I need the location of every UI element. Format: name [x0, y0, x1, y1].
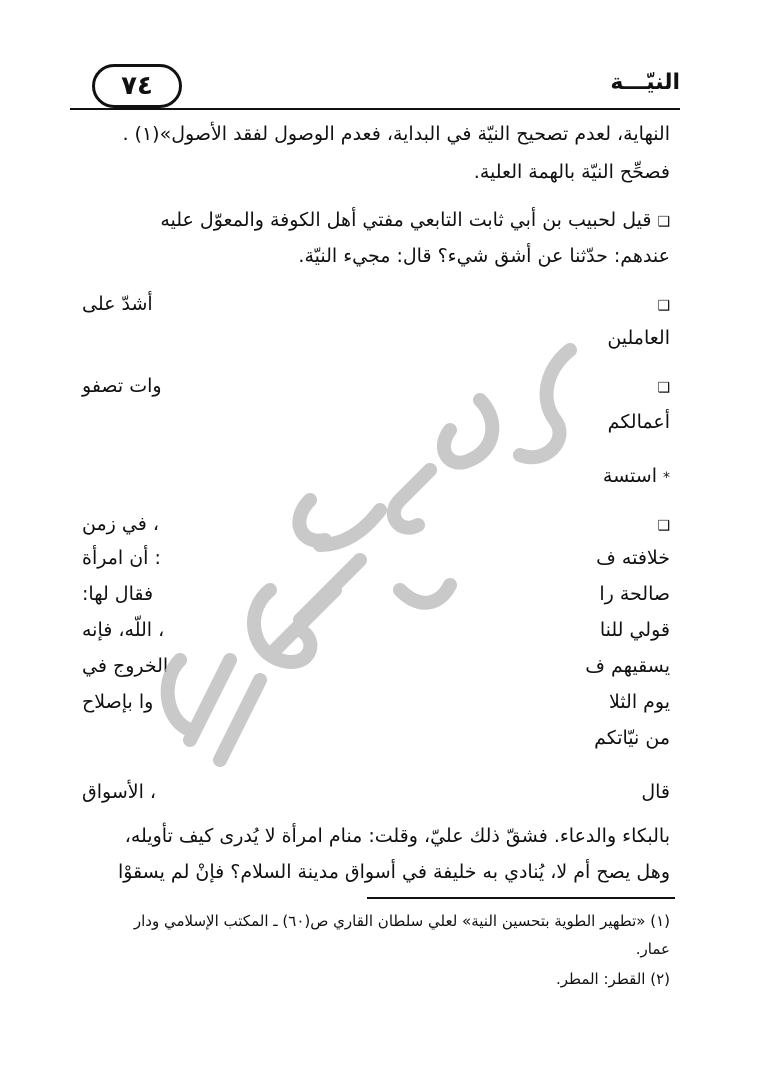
box-bullet-icon: ❑ — [657, 298, 670, 314]
text-line-fragment: ، الأسواق — [82, 781, 157, 803]
text-line-fragment: وا بإصلاح — [82, 691, 154, 713]
page-header — [70, 62, 680, 112]
header-rule — [70, 108, 680, 110]
page-number: ٧٤ — [92, 64, 182, 108]
text-line: العاملين — [607, 327, 670, 349]
text-line: ❑قيل لحبيب بن أبي ثابت التابعي مفتي أهل الكوفة والمعوّل عليه — [160, 209, 670, 231]
footnote: (١) «تطهير الطوية بتحسين النية» لعلي سلطان القاري ص(٦٠) ـ المكتب الإسلامي ودار — [133, 912, 670, 930]
text-line-fragment: ، اللّه، فإنه — [82, 619, 165, 641]
asterisk-icon: * — [663, 470, 670, 486]
text-line-fragment: فقال لها: — [82, 583, 154, 605]
text-line: يسقيهم ف — [585, 655, 670, 677]
box-bullet-icon: ❑ — [657, 214, 670, 230]
text-line: من نيّاتكم — [594, 727, 670, 749]
box-bullet-icon: ❑ — [657, 518, 670, 534]
text-line-fragment: الخروج في — [82, 655, 169, 677]
text-line: وهل يصح أم لا، يُنادي به خليفة في أسواق مدينة السلام؟ فإنْ لم يسقوْا — [117, 861, 670, 883]
text-line: خلافته ف — [596, 547, 670, 569]
footnote: عمار. — [635, 940, 670, 958]
text-line — [651, 290, 670, 320]
text-line-fragment: أشدّ على — [82, 293, 153, 315]
text-line: عندهم: حدّثنا عن أشق شيء؟ قال: مجيء النيّة. — [298, 245, 670, 267]
calligraphy-watermark-icon — [150, 330, 610, 770]
footnote-rule — [367, 897, 675, 899]
box-bullet-icon: ❑ — [657, 380, 670, 396]
text-line: بالبكاء والدعاء. فشقّ ذلك عليّ، وقلت: منام امرأة لا يُدرى كيف تأويله، — [124, 825, 670, 847]
running-title: النيّـــة — [610, 70, 680, 95]
text-line-fragment: وات تصفو — [82, 375, 162, 397]
text-line: قال — [641, 781, 670, 803]
text-line-fragment: : أن امرأة — [82, 547, 161, 569]
text-line: النهاية، لعدم تصحيح النيّة في البداية، فعدم الوصول لفقد الأصول»(١) . — [122, 123, 670, 145]
text-line: صالحة را — [599, 583, 670, 605]
footnote: (٢) القطر: المطر. — [555, 970, 670, 988]
text-line: فصحِّح النيّة بالهمة العلية. — [473, 161, 670, 183]
text-line: قولي للنا — [599, 619, 670, 641]
text-line — [651, 510, 670, 540]
text-line: يوم الثلا — [608, 691, 670, 713]
text-line-fragment: ، في زمن — [82, 513, 159, 535]
text-line: أعمالكم — [607, 411, 670, 433]
text-line — [651, 372, 670, 402]
section-heading: *استسة — [602, 465, 670, 487]
